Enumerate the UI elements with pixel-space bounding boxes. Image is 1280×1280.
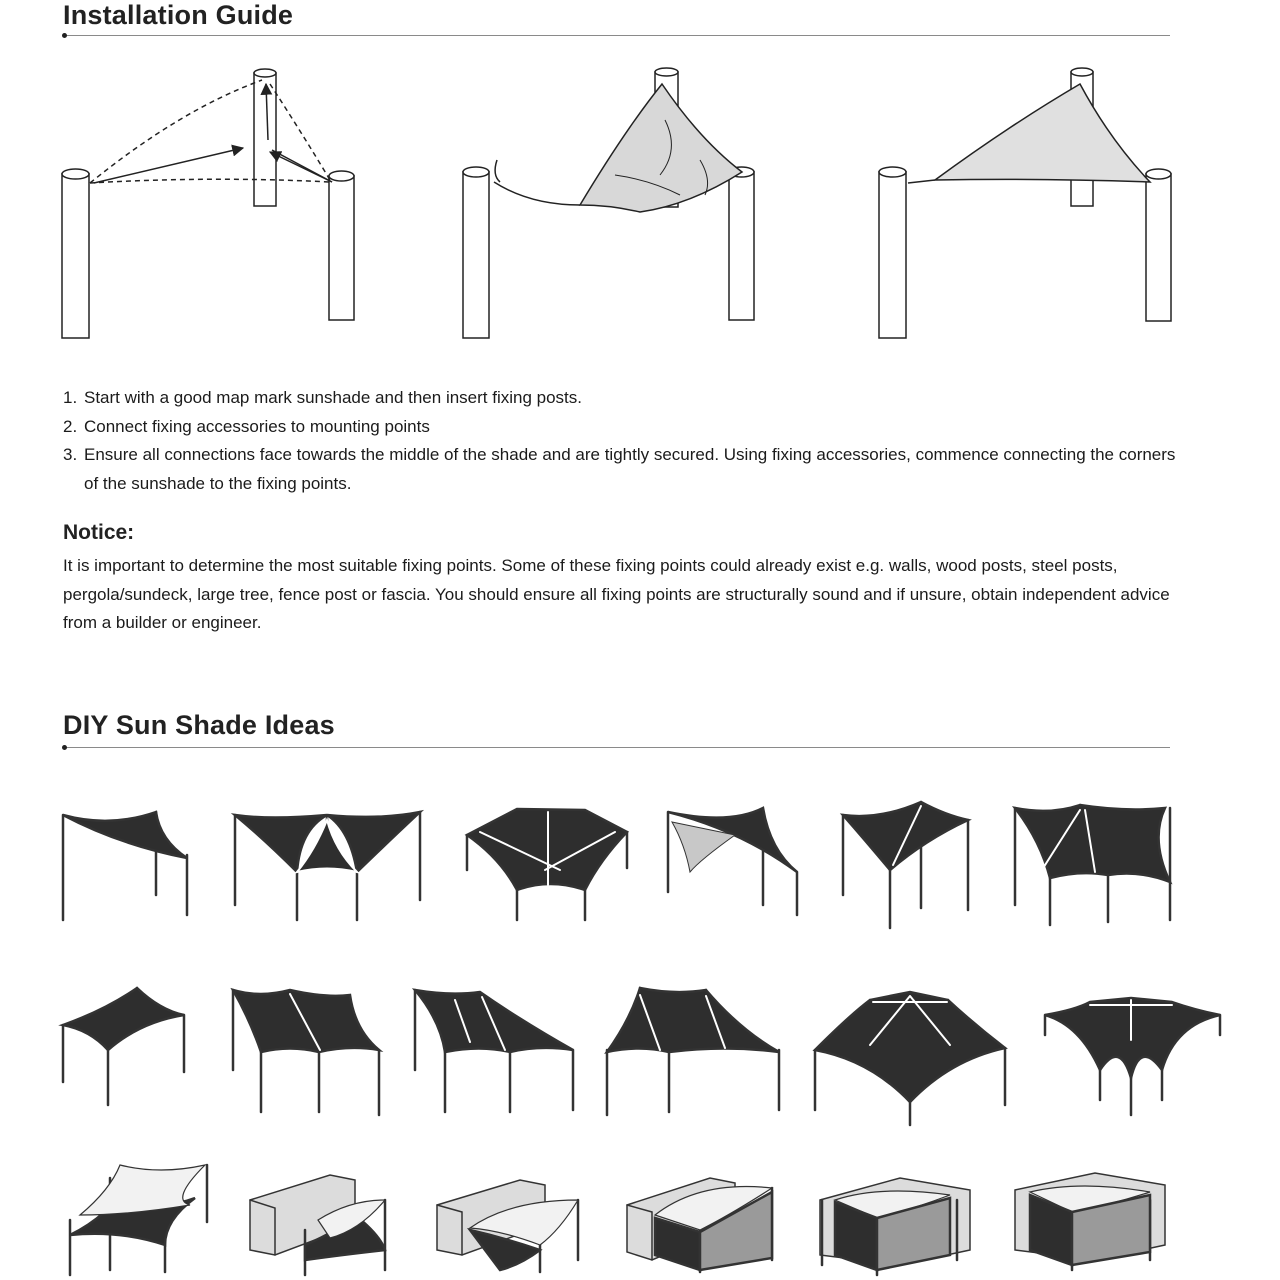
install-step-2-diagram [463, 68, 754, 338]
idea-17 [820, 1178, 970, 1275]
notice-title: Notice: [63, 521, 135, 544]
install-step-1-diagram [62, 69, 354, 338]
installation-diagrams [0, 0, 1280, 360]
installation-step [63, 413, 1178, 442]
idea-10 [607, 988, 779, 1115]
step-text: Start with a good map mark sunshade and then insert fixing posts. [84, 388, 582, 407]
idea-16 [627, 1178, 772, 1272]
idea-5 [843, 802, 968, 928]
idea-9 [415, 990, 573, 1112]
idea-1 [63, 812, 187, 920]
diy-ideas-illustrations [0, 760, 1280, 1280]
installation-guide-heading: Installation Guide [63, 0, 294, 30]
step-text: Connect fixing accessories to mounting points [84, 416, 430, 436]
diy-ideas-heading: DIY Sun Shade Ideas [63, 710, 335, 740]
idea-7 [63, 988, 184, 1105]
step-number: 1. [63, 388, 78, 407]
idea-2 [235, 812, 420, 920]
idea-13 [70, 1165, 207, 1275]
installation-steps-list [63, 384, 1178, 498]
installation-step [63, 441, 1178, 498]
idea-15 [437, 1180, 578, 1272]
step-text: Ensure all connections face towards the middle of the shade and are tightly secured. Using fixing accessories, commence connecting the corners of the sunshade to the fixing points. [84, 445, 1176, 493]
installation-step [63, 384, 1178, 413]
idea-3 [467, 809, 627, 920]
step-number: 3. [63, 445, 78, 464]
idea-14 [250, 1175, 385, 1275]
idea-11 [815, 992, 1005, 1125]
idea-4 [668, 808, 797, 915]
install-step-3-diagram [879, 68, 1171, 338]
step-number: 2. [63, 416, 78, 436]
idea-8 [233, 990, 379, 1115]
diy-ideas-rule [63, 747, 1170, 748]
idea-12 [1045, 998, 1220, 1115]
idea-6 [1015, 805, 1170, 925]
idea-18 [1015, 1173, 1165, 1270]
notice-body: It is important to determine the most suitable fixing points. Some of these fixing points could already exist e.g. walls, wood posts, steel posts, pergola/sundeck, large tree, fence post or fascia. You should ensure all fixing points are structurally sound and if unsure, obtain independent advice from a builder or engineer. [63, 556, 1170, 632]
